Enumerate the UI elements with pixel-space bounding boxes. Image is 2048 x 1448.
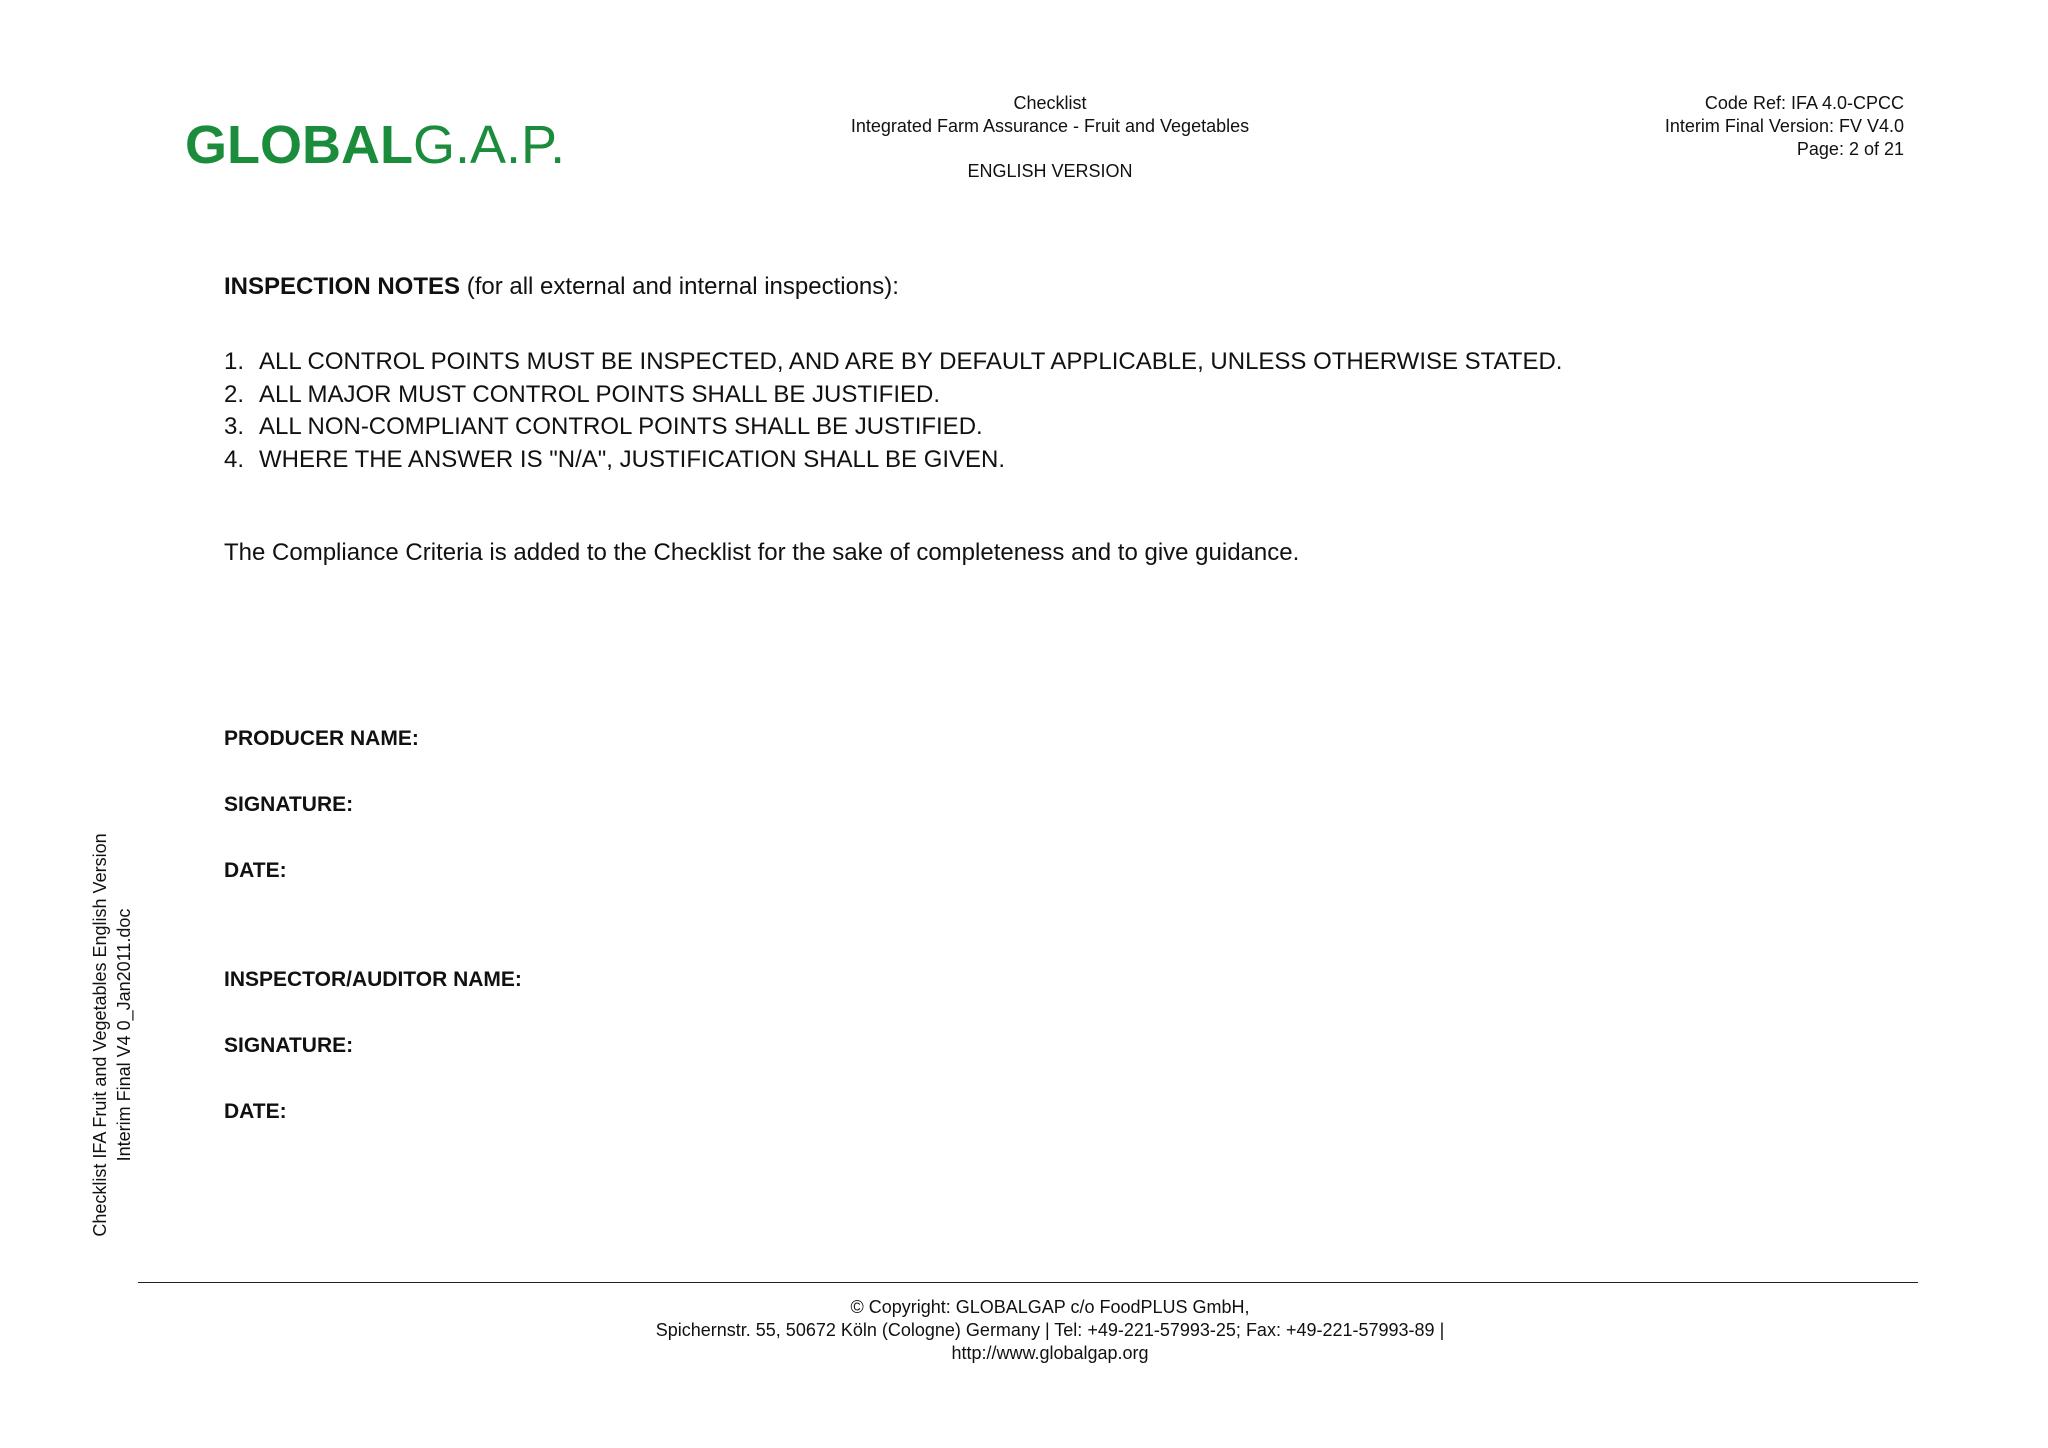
logo-bold-part: GLOBAL (185, 115, 413, 175)
rule-text: ALL NON-COMPLIANT CONTROL POINTS SHALL BE JUSTIFIED. (259, 413, 983, 440)
header-reference-block (1665, 92, 1904, 161)
rule-text: WHERE THE ANSWER IS "N/A", JUSTIFICATION SHALL BE GIVEN. (259, 445, 1006, 473)
inspection-rules-list (224, 346, 1944, 476)
rule-text: ALL MAJOR MUST CONTROL POINTS SHALL BE JUSTIFIED. (259, 380, 941, 408)
version-info: Interim Final Version: FV V4.0 (1664, 116, 1904, 136)
compliance-note: The Compliance Criteria is added to the Checklist for the sake of completeness and to give guidance. (224, 539, 1300, 566)
code-ref: Code Ref: IFA 4.0-CPCC (1704, 93, 1904, 113)
doc-type: Checklist (1013, 93, 1087, 113)
producer-date-label: DATE: (224, 859, 287, 882)
side-file-label (88, 815, 136, 1255)
inspector-name-label: INSPECTOR/AUDITOR NAME: (224, 968, 522, 991)
inspection-notes-heading (224, 272, 1944, 302)
header-title-block (760, 92, 1340, 183)
doc-title: Integrated Farm Assurance - Fruit and Vegetables (850, 116, 1250, 136)
producer-signature-label: SIGNATURE: (224, 793, 354, 816)
footer (0, 1296, 2048, 1365)
logo-light-part: G.A.P. (412, 115, 566, 175)
list-item (224, 346, 1944, 379)
footer-address: Spichernstr. 55, 50672 Köln (Cologne) Germany | Tel: +49-221-57993-25; Fax: +49-221-57993-89 | (655, 1320, 1445, 1340)
list-item (224, 411, 1944, 444)
globalgap-logo (185, 115, 566, 175)
main-content (224, 272, 1944, 568)
rule-number: 1. (224, 348, 245, 375)
footer-copyright: © Copyright: GLOBALGAP c/o FoodPLUS GmbH, (850, 1297, 1250, 1317)
footer-divider (138, 1282, 1918, 1283)
inspector-date-label: DATE: (224, 1100, 287, 1123)
side-label-line1: Checklist IFA Fruit and Vegetables English Version (90, 833, 110, 1237)
producer-name-label: PRODUCER NAME: (224, 727, 419, 750)
inspector-signature-label: SIGNATURE: (224, 1034, 354, 1057)
rule-number: 4. (224, 445, 245, 473)
rule-number: 3. (224, 413, 245, 440)
page-number: Page: 2 of 21 (1796, 139, 1904, 159)
language-version: ENGLISH VERSION (967, 161, 1133, 181)
list-item (224, 444, 1944, 477)
notes-heading-rest: (for all external and internal inspections): (460, 273, 899, 300)
side-label-line2: Interim Final V4 0_Jan2011.doc (114, 908, 134, 1162)
list-item (224, 379, 1944, 412)
rule-text: ALL CONTROL POINTS MUST BE INSPECTED, AND ARE BY DEFAULT APPLICABLE, UNLESS OTHERWISE STATED. (259, 348, 1563, 375)
rule-number: 2. (224, 380, 245, 408)
notes-heading-bold: INSPECTION NOTES (224, 273, 461, 300)
footer-website: http://www.globalgap.org (951, 1343, 1149, 1363)
